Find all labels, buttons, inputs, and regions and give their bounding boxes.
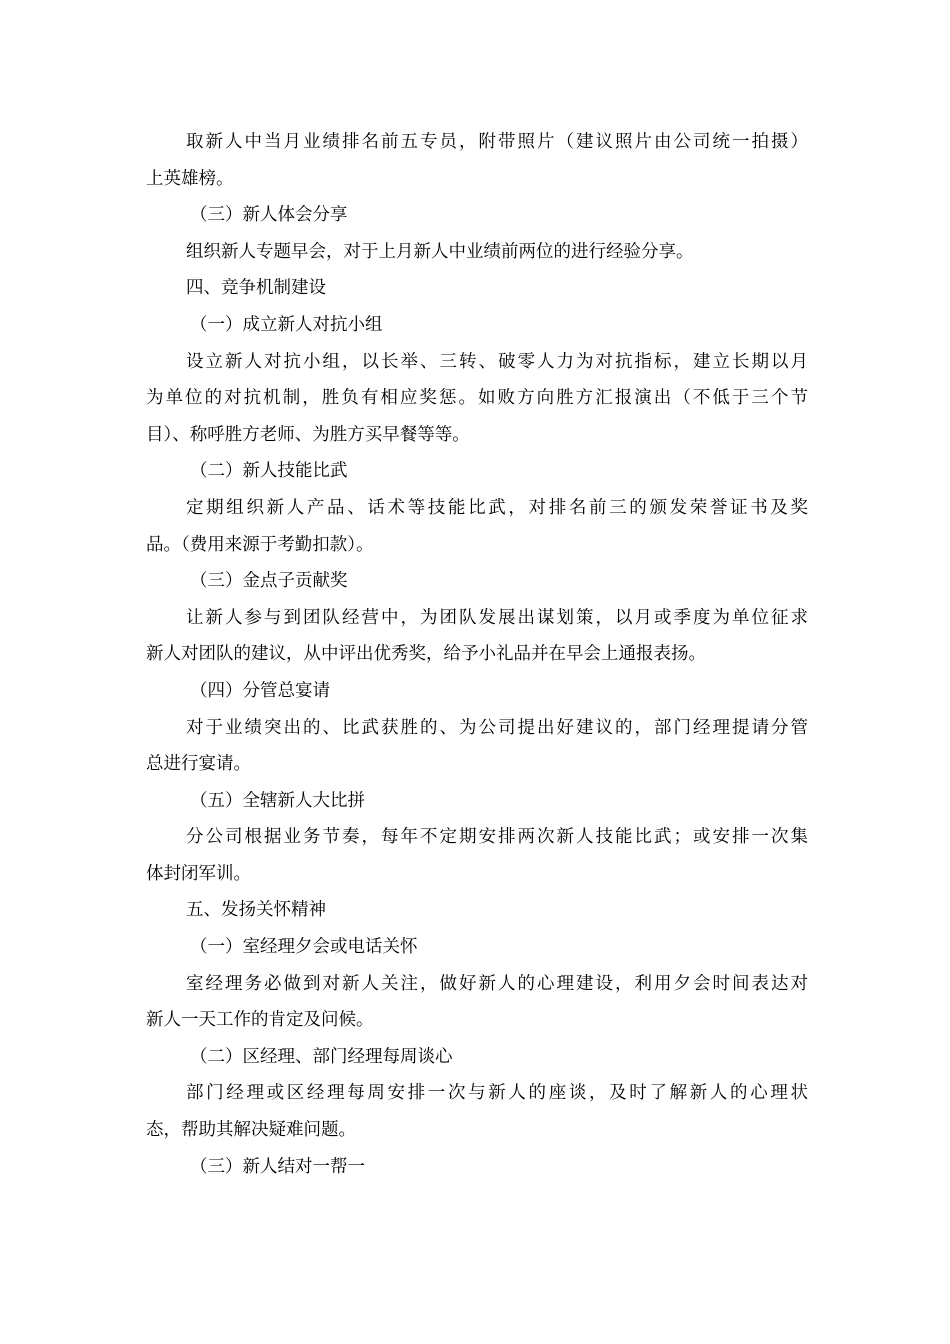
subsection-heading: （一）室经理夕会或电话关怀	[190, 937, 418, 958]
section-heading: 五、发扬关怀精神	[186, 900, 326, 921]
document-page	[146, 124, 808, 1185]
body-paragraph-line: 总进行宴请。	[146, 754, 251, 775]
body-paragraph-line: 上英雄榜。	[146, 168, 234, 189]
body-paragraph-line: 对于业绩突出的、比武获胜的、为公司提出好建议的，部门经理提请分管	[186, 717, 808, 738]
body-paragraph-line: 让新人参与到团队经营中，为团队发展出谋划策，以月或季度为单位征求	[186, 607, 808, 628]
body-paragraph-line: 室经理务必做到对新人关注，做好新人的心理建设，利用夕会时间表达对	[186, 973, 808, 994]
subsection-heading: （三）新人结对一帮一	[190, 1156, 365, 1177]
body-paragraph-line: 设立新人对抗小组，以长举、三转、破零人力为对抗指标，建立长期以月	[186, 351, 808, 372]
body-paragraph-line: 定期组织新人产品、话术等技能比武，对排名前三的颁发荣誉证书及奖	[186, 497, 808, 518]
body-paragraph-line: 品。（费用来源于考勤扣款）。	[146, 534, 374, 555]
section-heading: 四、竞争机制建设	[186, 278, 326, 299]
subsection-heading: （三）金点子贡献奖	[190, 571, 348, 592]
body-paragraph-line: 为单位的对抗机制，胜负有相应奖惩。如败方向胜方汇报演出（不低于三个节	[146, 388, 808, 409]
subsection-heading: （三）新人体会分享	[190, 205, 348, 226]
body-paragraph-line: 体封闭军训。	[146, 863, 251, 884]
body-paragraph-line: 新人对团队的建议，从中评出优秀奖，给予小礼品并在早会上通报表扬。	[146, 644, 706, 665]
body-paragraph-line: 分公司根据业务节奏，每年不定期安排两次新人技能比武；或安排一次集	[186, 827, 808, 848]
body-paragraph-line: 取新人中当月业绩排名前五专员，附带照片（建议照片由公司统一拍摄）	[186, 132, 808, 152]
subsection-heading: （一）成立新人对抗小组	[190, 314, 383, 335]
subsection-heading: （二）区经理、部门经理每周谈心	[190, 1046, 453, 1067]
body-paragraph-line: 部门经理或区经理每周安排一次与新人的座谈，及时了解新人的心理状	[186, 1083, 808, 1104]
body-paragraph-line: 组织新人专题早会，对于上月新人中业绩前两位的进行经验分享。	[186, 241, 694, 262]
body-paragraph-line: 新人一天工作的肯定及问候。	[146, 1010, 374, 1031]
body-paragraph-line: 态，帮助其解决疑难问题。	[146, 1120, 356, 1141]
subsection-heading: （二）新人技能比武	[190, 461, 348, 482]
subsection-heading: （五）全辖新人大比拼	[190, 790, 365, 811]
body-paragraph-line: 目）、称呼胜方老师、为胜方买早餐等等。	[146, 424, 470, 445]
subsection-heading: （四）分管总宴请	[190, 680, 330, 701]
